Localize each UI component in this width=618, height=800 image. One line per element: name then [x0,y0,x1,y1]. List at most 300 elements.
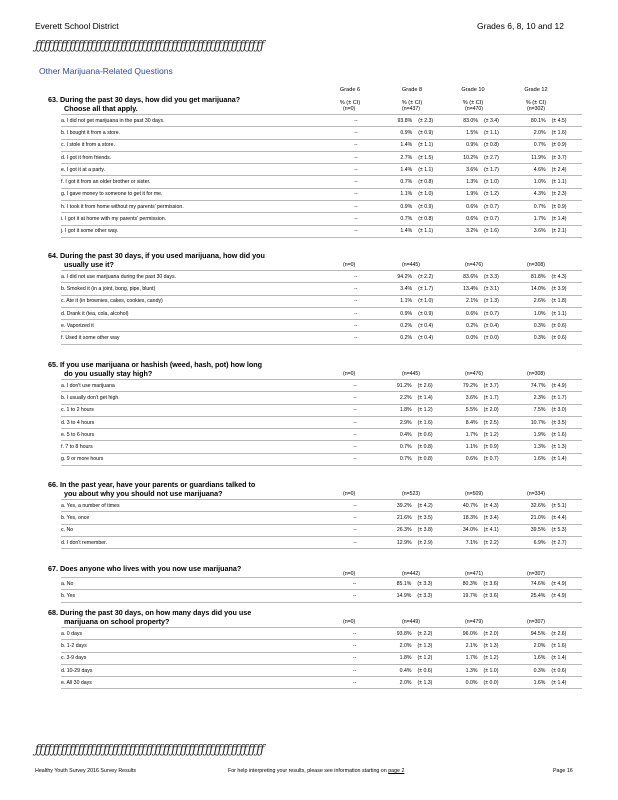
grade-12-ci: (± 2.4) [546,164,582,176]
grade-10-ci: (± 1.0) [477,664,515,676]
sample-size: (n=509) [465,491,484,497]
grade-8-percent: 91.2% [376,380,411,392]
grade-10-ci: (± 1.0) [478,176,516,188]
response-label: c. Ate it (in brownies, cakes, cookies, candy) [61,295,335,307]
sample-size: (n=0) [343,619,356,625]
response-label: a. Yes, a number of times [61,500,334,512]
table-row [61,320,582,332]
table-row [61,271,582,283]
grade-8-percent: 0.4% [376,429,411,441]
grade-6-value: -- [335,201,377,213]
grade-12-percent: 21.0% [516,512,545,524]
response-label: e. 5 to 6 hours [61,429,334,441]
grade-12-percent: 3.6% [516,225,545,237]
grade-10-percent: 3.6% [451,392,478,404]
grade-10-ci: (± 3.6) [477,578,515,590]
table-row [61,283,582,295]
question-title [48,361,262,378]
grade-8-percent: 2.7% [377,151,412,163]
grade-8-ci: (± 1.1) [412,164,451,176]
table-row [61,640,582,652]
grade-10-ci: (± 3.3) [478,271,516,283]
response-table [61,627,582,689]
question-title-line: 67. Does anyone who lives with you now use marijuana? [48,564,242,573]
grade-8-ci: (± 2.6) [412,380,451,392]
grade-12-ci: (± 1.6) [545,429,582,441]
grade-12-ci: (± 2.7) [545,536,582,548]
grade-12-ci: (± 3.7) [546,151,582,163]
response-label: e. I got it at a party. [61,164,335,176]
table-row [61,578,582,590]
grade-8-ci: (± 2.2) [411,628,450,640]
grade-8-percent: 0.7% [376,453,411,465]
grade-12-ci: (± 1.4) [545,677,582,689]
table-row [61,664,582,676]
sample-size: (n=445) [402,262,421,268]
question-title [48,96,240,113]
table-row [61,295,582,307]
grade-12-ci: (± 0.6) [546,332,582,344]
grade-8-ci: (± 0.9) [412,201,451,213]
grade-6-value: -- [335,139,377,151]
grade-8-percent: 3.4% [377,283,412,295]
grade-10-ci: (± 2.2) [478,536,516,548]
grade-10-ci: (± 3.7) [478,380,516,392]
response-label: j. I got it some other way. [61,225,335,237]
top-decorative-rule: ƒƒƒƒƒƒƒƒƒƒƒƒƒƒƒƒƒƒƒƒƒƒƒƒƒƒƒƒƒƒƒƒƒƒƒƒƒƒƒƒƒƒƒƒƒƒƒƒƒƒƒƒƒƒ [35,38,265,52]
grade-6-value: -- [335,295,377,307]
grade-12-ci: (± 1.8) [546,295,582,307]
grade-6-value: -- [334,441,377,453]
grade-8-ci: (± 1.2) [412,404,451,416]
ci-header-grade-6: % (± CI) [339,100,361,106]
question-subtitle-line: do you usually stay high? [64,368,153,378]
question-subtitle-line: usually use it? [64,259,114,269]
column-header-grade-10: Grade 10 [461,87,485,93]
grade-12-ci: (± 5.3) [545,524,582,536]
response-label: d. I got it from friends. [61,151,335,163]
grade-8-ci: (± 0.8) [412,453,451,465]
response-label: a. 0 days [61,628,333,640]
grade-8-ci: (± 1.3) [411,640,450,652]
grade-8-percent: 2.2% [376,392,411,404]
column-header-grade-8: Grade 8 [401,87,423,93]
table-row [61,225,582,237]
grade-12-ci: (± 4.4) [545,512,582,524]
grade-8-percent: 0.7% [377,176,412,188]
grade-12-percent: 2.3% [516,392,545,404]
grade-8-ci: (± 3.3) [411,590,450,602]
grade-12-percent: 6.9% [516,536,545,548]
grade-10-percent: 1.5% [451,127,478,139]
grade-12-percent: 4.3% [516,188,545,200]
table-row [61,536,582,548]
grade-12-ci: (± 2.1) [546,225,582,237]
response-table [61,114,582,238]
grade-8-percent: 0.7% [377,213,412,225]
grade-10-percent: 1.9% [451,188,478,200]
response-label: b. Smoked it (in a joint, bong, pipe, blunt) [61,283,335,295]
response-label: g. 9 or more hours [61,453,334,465]
grade-8-ci: (± 3.3) [411,578,450,590]
response-table [61,577,582,603]
grade-8-ci: (± 1.6) [412,416,451,428]
sample-size: (n=302) [527,106,546,112]
grade-12-percent: 2.6% [516,295,545,307]
response-label: h. I took it from home without my parents' permission. [61,201,335,213]
grade-8-ci: (± 1.5) [412,151,451,163]
grade-6-value: -- [335,188,377,200]
grade-10-ci: (± 2.0) [478,404,516,416]
grade-10-percent: 80.3% [451,578,478,590]
grade-10-ci: (± 1.7) [478,392,516,404]
grade-6-value: -- [334,512,377,524]
grade-10-ci: (± 4.3) [478,500,516,512]
grade-12-ci: (± 4.9) [545,380,582,392]
grade-12-ci: (± 0.6) [545,664,582,676]
grade-6-value: -- [333,628,376,640]
grade-12-percent: 0.7% [516,201,545,213]
grade-8-ci: (± 0.8) [412,213,451,225]
grade-8-percent: 21.6% [376,512,411,524]
grade-10-percent: 0.0% [451,677,478,689]
grade-10-percent: 10.2% [451,151,478,163]
grade-12-percent: 1.6% [516,652,546,664]
sample-size: (n=442) [402,571,421,577]
response-label: b. I bought it from a store. [61,127,335,139]
grade-6-value: -- [335,320,377,332]
table-row [61,332,582,344]
grade-12-ci: (± 1.4) [546,213,582,225]
grade-8-ci: (± 1.4) [412,392,451,404]
question-title [48,565,241,574]
grade-12-percent: 81.8% [516,271,545,283]
grade-6-value: -- [335,271,377,283]
question-title-line: 65. If you use marijuana or hashish (weed, hash, pot) how long [48,360,263,369]
grade-12-ci: (± 4.9) [545,590,582,602]
grade-10-percent: 8.4% [451,416,478,428]
grade-10-percent: 83.0% [451,115,478,127]
table-row [61,677,582,689]
response-label: d. 10-29 days [61,664,333,676]
grade-10-percent: 1.7% [451,429,478,441]
ci-header-grade-12: % (± CI) [525,100,547,106]
grade-10-percent: 2.1% [451,640,478,652]
grade-10-ci: (± 0.0) [478,332,516,344]
grade-8-ci: (± 2.3) [412,115,451,127]
grade-8-percent: 1.4% [377,139,412,151]
grade-8-percent: 93.8% [377,115,412,127]
grade-10-ci: (± 3.4) [478,512,516,524]
grade-8-percent: 14.9% [376,590,411,602]
district-name: Everett School District [35,21,119,31]
table-row [61,416,582,428]
grade-12-percent: 4.6% [516,164,545,176]
question-subtitle-line: marijuana on school property? [64,616,170,626]
grade-12-percent: 0.3% [516,320,545,332]
sample-size: (n=308) [527,371,546,377]
sample-size: (n=449) [402,619,421,625]
grade-12-ci: (± 0.9) [546,201,582,213]
grade-8-percent: 1.1% [377,295,412,307]
response-label: f. I got it from an older brother or sister. [61,176,335,188]
grade-12-ci: (± 1.3) [545,441,582,453]
table-row [61,176,582,188]
grade-10-ci: (± 3.4) [478,115,516,127]
grade-8-percent: 0.2% [377,332,412,344]
response-label: e. Vaporized it [61,320,335,332]
grade-12-percent: 80.1% [516,115,545,127]
grade-8-ci: (± 1.0) [412,295,451,307]
grade-10-percent: 83.6% [451,271,478,283]
sample-size: (n=308) [527,262,546,268]
grade-8-percent: 85.1% [376,578,411,590]
grade-8-ci: (± 0.9) [412,307,451,319]
grade-12-percent: 2.0% [516,127,545,139]
response-label: c. 3-9 days [61,652,333,664]
table-row [61,429,582,441]
grade-8-percent: 39.2% [376,500,411,512]
grade-8-percent: 2.9% [376,416,411,428]
grade-6-value: -- [335,176,377,188]
grade-10-ci: (± 2.0) [477,628,515,640]
grade-12-ci: (± 1.4) [545,652,582,664]
grade-8-ci: (± 1.1) [412,225,451,237]
grade-12-percent: 39.5% [516,524,545,536]
grade-6-value: -- [334,380,377,392]
table-row [61,380,582,392]
grade-12-percent: 14.0% [516,283,545,295]
grade-8-percent: 0.9% [377,307,412,319]
grade-6-value: -- [334,524,377,536]
grade-8-ci: (± 1.7) [412,283,451,295]
grade-6-value: -- [335,115,377,127]
grade-10-ci: (± 1.2) [478,429,516,441]
grade-6-value: -- [333,640,376,652]
grade-6-value: -- [334,500,377,512]
grade-8-ci: (± 3.5) [412,512,451,524]
grade-10-percent: 0.6% [451,213,478,225]
grade-12-ci: (± 1.1) [546,176,582,188]
grade-10-percent: 1.7% [451,652,478,664]
sample-size: (n=0) [343,106,356,112]
grade-10-ci: (± 1.7) [478,164,516,176]
grade-12-percent: 0.7% [516,139,545,151]
ci-header-grade-8: % (± CI) [401,100,423,106]
grade-12-ci: (± 4.5) [546,115,582,127]
grade-12-ci: (± 2.3) [546,188,582,200]
grade-6-value: -- [335,164,377,176]
grade-6-value: -- [335,151,377,163]
question-title-line: 63. During the past 30 days, how did you get marijuana? [48,95,241,104]
grade-12-percent: 1.9% [516,429,545,441]
grade-10-percent: 96.0% [451,628,478,640]
grade-10-ci: (± 0.9) [478,441,516,453]
grade-12-ci: (± 4.9) [545,578,582,590]
table-row [61,392,582,404]
grade-10-percent: 19.7% [451,590,478,602]
table-row [61,127,582,139]
grade-10-ci: (± 0.7) [478,213,516,225]
grade-10-percent: 79.2% [451,380,478,392]
grade-10-ci: (± 1.6) [478,225,516,237]
grade-12-ci: (± 4.3) [546,271,582,283]
sample-size: (n=307) [527,571,546,577]
grade-6-value: -- [335,332,377,344]
question-title [48,609,251,626]
grade-6-value: -- [334,416,377,428]
grade-10-ci: (± 0.7) [478,307,516,319]
response-label: e. All 30 days [61,677,333,689]
question-title-line: 68. During the past 30 days, on how many days did you use [48,608,252,617]
grade-8-percent: 1.4% [377,164,412,176]
grade-6-value: -- [335,213,377,225]
sample-size: (n=445) [402,371,421,377]
grade-8-percent: 26.3% [376,524,411,536]
sample-size: (n=0) [343,262,356,268]
grade-6-value: -- [334,536,377,548]
grade-12-ci: (± 3.5) [545,416,582,428]
sample-size: (n=0) [343,371,356,377]
response-label: i. I got it at home with my parents' permission. [61,213,335,225]
grade-10-percent: 3.6% [451,164,478,176]
grade-8-ci: (± 0.8) [412,441,451,453]
grade-10-percent: 0.6% [451,453,478,465]
table-row [61,500,582,512]
grade-10-ci: (± 1.2) [477,652,515,664]
grade-10-ci: (± 2.7) [478,151,516,163]
grade-12-percent: 32.6% [516,500,545,512]
grade-12-percent: 1.7% [516,213,545,225]
response-label: c. 1 to 2 hours [61,404,334,416]
grade-8-percent: 0.4% [376,664,411,676]
column-header-grade-6: Grade 6 [339,87,361,93]
grade-10-percent: 18.3% [451,512,478,524]
grade-10-ci: (± 0.7) [478,453,516,465]
table-row [61,307,582,319]
grade-6-value: -- [334,404,377,416]
table-row [61,512,582,524]
column-header-grade-12: Grade 12 [524,87,548,93]
grade-12-ci: (± 1.6) [546,127,582,139]
response-label: b. Yes, once [61,512,334,524]
grade-12-percent: 25.4% [516,590,546,602]
grade-12-percent: 1.3% [516,441,545,453]
grade-10-percent: 3.2% [451,225,478,237]
table-row [61,404,582,416]
response-label: a. I did not get marijuana in the past 30 days. [61,115,335,127]
footer-page-link[interactable]: page 2 [388,768,405,774]
grade-6-value: -- [334,453,377,465]
grade-6-value: -- [335,225,377,237]
grade-12-percent: 1.0% [516,307,545,319]
grade-12-ci: (± 5.1) [545,500,582,512]
grade-8-percent: 94.2% [377,271,412,283]
sample-size: (n=479) [465,619,484,625]
grade-10-percent: 0.6% [451,201,478,213]
question-title [48,252,265,269]
footer-page-number: Page 16 [553,768,573,774]
ci-header-grade-10: % (± CI) [462,100,484,106]
grade-10-percent: 7.1% [451,536,478,548]
grade-10-ci: (± 0.4) [478,320,516,332]
sample-size: (n=334) [527,491,546,497]
grade-10-ci: (± 3.1) [478,283,516,295]
grade-12-ci: (± 1.1) [546,307,582,319]
sample-size: (n=0) [343,571,356,577]
grade-12-percent: 1.0% [516,176,545,188]
table-row [61,524,582,536]
question-title [48,481,255,498]
table-row [61,115,582,127]
grade-8-percent: 1.8% [376,404,411,416]
grade-10-percent: 2.1% [451,295,478,307]
response-label: d. Drank it (tea, cola, alcohol) [61,307,335,319]
grade-6-value: -- [334,429,377,441]
grade-8-ci: (± 0.6) [411,664,450,676]
grade-8-percent: 2.0% [376,677,411,689]
grade-8-percent: 0.2% [377,320,412,332]
grade-10-ci: (± 1.3) [478,295,516,307]
table-row [61,652,582,664]
footer-help-note [228,768,404,774]
grade-8-ci: (± 0.4) [412,332,451,344]
grade-10-ci: (± 3.6) [477,590,515,602]
grade-12-percent: 7.5% [516,404,545,416]
grade-10-percent: 0.2% [451,320,478,332]
grade-12-ci: (± 1.4) [545,453,582,465]
grade-12-percent: 0.3% [516,664,546,676]
section-title: Other Marijuana-Related Questions [39,66,173,76]
grade-12-ci: (± 1.7) [545,392,582,404]
grade-10-percent: 0.0% [451,332,478,344]
table-row [61,590,582,602]
grade-10-percent: 0.9% [451,139,478,151]
question-subtitle-line: Choose all that apply. [64,103,138,113]
grade-8-ci: (± 0.8) [412,176,451,188]
response-table [61,379,582,466]
response-label: c. No [61,524,334,536]
grade-12-ci: (± 0.6) [546,320,582,332]
grade-10-ci: (± 0.8) [478,139,516,151]
grade-6-value: -- [335,283,377,295]
grade-10-ci: (± 1.2) [478,188,516,200]
table-row [61,151,582,163]
sample-size: (n=0) [343,491,356,497]
table-row [61,213,582,225]
grade-12-ci: (± 0.9) [546,139,582,151]
table-row [61,201,582,213]
grade-10-percent: 5.5% [451,404,478,416]
grade-6-value: -- [333,677,376,689]
question-subtitle-line: you about why you should not use marijuana? [64,488,223,498]
grade-8-percent: 0.7% [376,441,411,453]
footer-survey-name: Healthy Youth Survey 2016 Survey Results [35,768,136,774]
grade-12-ci: (± 3.0) [545,404,582,416]
grade-12-percent: 1.6% [516,677,546,689]
grade-8-percent: 0.9% [377,201,412,213]
grade-8-percent: 0.9% [377,127,412,139]
grade-12-percent: 0.3% [516,332,545,344]
response-label: g. I gave money to someone to get it for me. [61,188,335,200]
grade-12-percent: 10.7% [516,416,545,428]
response-label: f. 7 to 8 hours [61,441,334,453]
response-label: f. Used it some other way [61,332,335,344]
grade-8-ci: (± 0.6) [412,429,451,441]
sample-size: (n=476) [465,262,484,268]
table-row [61,188,582,200]
grade-10-ci: (± 1.1) [478,127,516,139]
